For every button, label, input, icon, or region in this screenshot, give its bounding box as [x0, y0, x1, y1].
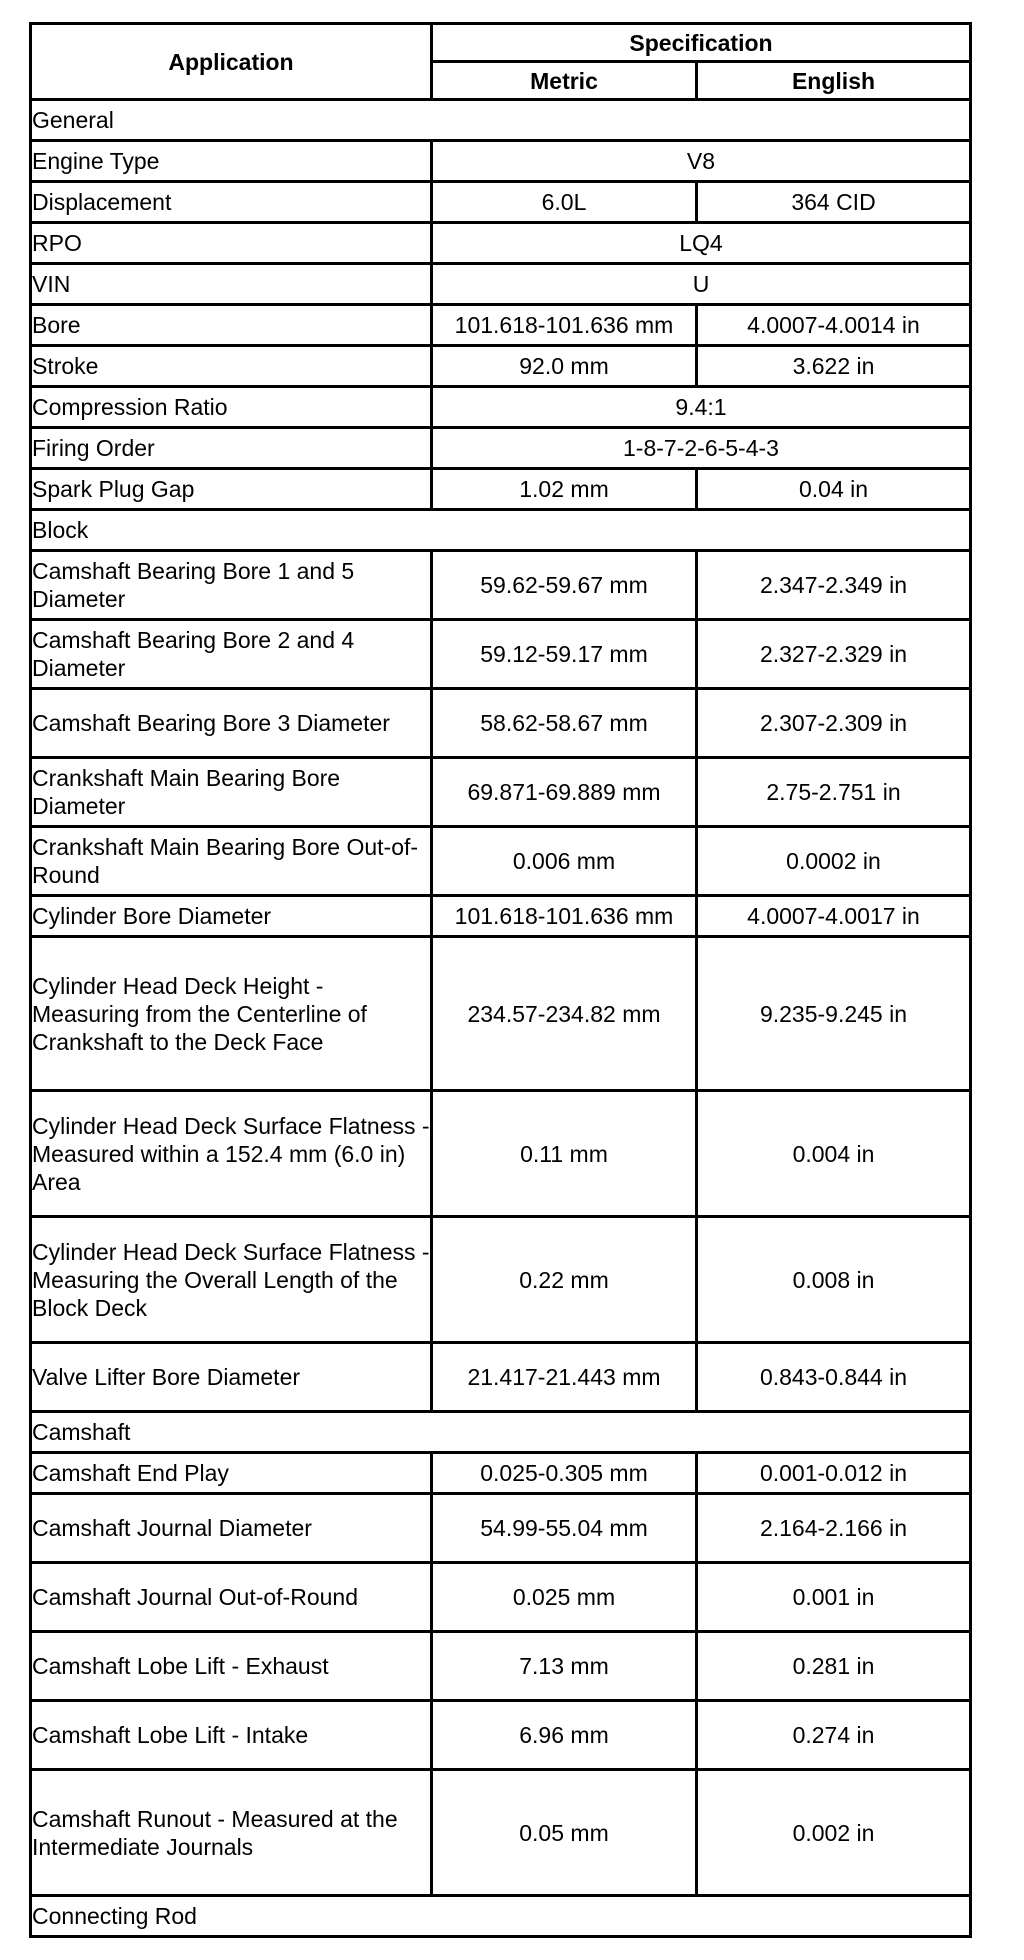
metric-value-cell: 101.618-101.636 mm: [432, 896, 697, 937]
specification-header: Specification: [432, 24, 971, 62]
english-value-cell: 0.04 in: [697, 469, 971, 510]
application-cell: Camshaft Bearing Bore 2 and 4 Diameter: [31, 620, 432, 689]
table-row: [31, 305, 971, 346]
combined-value-cell: 9.4:1: [432, 387, 971, 428]
english-value-cell: 0.0002 in: [697, 827, 971, 896]
application-cell: Cylinder Head Deck Surface Flatness - Measured within a 152.4 mm (6.0 in) Area: [31, 1091, 432, 1217]
application-cell: Crankshaft Main Bearing Bore Diameter: [31, 758, 432, 827]
section-title-camshaft: Camshaft: [31, 1412, 971, 1453]
combined-value-cell: U: [432, 264, 971, 305]
table-row: [31, 469, 971, 510]
application-cell: Camshaft Runout - Measured at the Intermediate Journals: [31, 1770, 432, 1896]
application-cell: Compression Ratio: [31, 387, 432, 428]
english-value-cell: 0.004 in: [697, 1091, 971, 1217]
section-title-general: General: [31, 100, 971, 141]
application-cell: Camshaft Journal Out-of-Round: [31, 1563, 432, 1632]
application-cell: Cylinder Head Deck Surface Flatness - Measuring the Overall Length of the Block Deck: [31, 1217, 432, 1343]
table-row: [31, 1701, 971, 1770]
metric-value-cell: 0.006 mm: [432, 827, 697, 896]
table-row: [31, 1343, 971, 1412]
english-value-cell: 0.008 in: [697, 1217, 971, 1343]
english-value-cell: 0.001 in: [697, 1563, 971, 1632]
table-row: [31, 346, 971, 387]
combined-value-cell: LQ4: [432, 223, 971, 264]
metric-value-cell: 0.025-0.305 mm: [432, 1453, 697, 1494]
application-cell: Camshaft Lobe Lift - Exhaust: [31, 1632, 432, 1701]
application-header: Application: [31, 24, 432, 100]
engine-specification-table: [29, 22, 972, 1938]
english-value-cell: 0.001-0.012 in: [697, 1453, 971, 1494]
metric-value-cell: 92.0 mm: [432, 346, 697, 387]
application-cell: Spark Plug Gap: [31, 469, 432, 510]
metric-value-cell: 0.11 mm: [432, 1091, 697, 1217]
english-value-cell: 0.274 in: [697, 1701, 971, 1770]
metric-value-cell: 234.57-234.82 mm: [432, 937, 697, 1091]
application-cell: Cylinder Bore Diameter: [31, 896, 432, 937]
english-value-cell: 2.164-2.166 in: [697, 1494, 971, 1563]
table-row: [31, 264, 971, 305]
metric-value-cell: 0.025 mm: [432, 1563, 697, 1632]
english-value-cell: 2.347-2.349 in: [697, 551, 971, 620]
metric-value-cell: 59.12-59.17 mm: [432, 620, 697, 689]
table-row: [31, 896, 971, 937]
english-value-cell: 2.307-2.309 in: [697, 689, 971, 758]
metric-value-cell: 101.618-101.636 mm: [432, 305, 697, 346]
english-value-cell: 0.281 in: [697, 1632, 971, 1701]
english-value-cell: 4.0007-4.0017 in: [697, 896, 971, 937]
metric-header: Metric: [432, 62, 697, 100]
section-title-block: Block: [31, 510, 971, 551]
table-row: [31, 1632, 971, 1701]
metric-value-cell: 21.417-21.443 mm: [432, 1343, 697, 1412]
section-row: [31, 510, 971, 551]
application-cell: Camshaft Lobe Lift - Intake: [31, 1701, 432, 1770]
table-row: [31, 827, 971, 896]
application-cell: Bore: [31, 305, 432, 346]
table-row: [31, 387, 971, 428]
table-row: [31, 1494, 971, 1563]
application-cell: Displacement: [31, 182, 432, 223]
application-cell: Cylinder Head Deck Height - Measuring from the Centerline of Crankshaft to the Deck Face: [31, 937, 432, 1091]
application-cell: Firing Order: [31, 428, 432, 469]
section-row: [31, 100, 971, 141]
application-cell: Engine Type: [31, 141, 432, 182]
section-row: [31, 1896, 971, 1937]
application-cell: Valve Lifter Bore Diameter: [31, 1343, 432, 1412]
english-value-cell: 2.327-2.329 in: [697, 620, 971, 689]
english-value-cell: 2.75-2.751 in: [697, 758, 971, 827]
table-row: [31, 1770, 971, 1896]
application-cell: Camshaft Journal Diameter: [31, 1494, 432, 1563]
english-header: English: [697, 62, 971, 100]
metric-value-cell: 7.13 mm: [432, 1632, 697, 1701]
application-cell: VIN: [31, 264, 432, 305]
table-row: [31, 689, 971, 758]
application-cell: Stroke: [31, 346, 432, 387]
metric-value-cell: 69.871-69.889 mm: [432, 758, 697, 827]
combined-value-cell: V8: [432, 141, 971, 182]
application-cell: Crankshaft Main Bearing Bore Out-of-Round: [31, 827, 432, 896]
combined-value-cell: 1-8-7-2-6-5-4-3: [432, 428, 971, 469]
table-row: [31, 223, 971, 264]
table-row: [31, 428, 971, 469]
english-value-cell: 0.002 in: [697, 1770, 971, 1896]
english-value-cell: 9.235-9.245 in: [697, 937, 971, 1091]
section-row: [31, 1412, 971, 1453]
application-cell: Camshaft Bearing Bore 3 Diameter: [31, 689, 432, 758]
table-row: [31, 551, 971, 620]
table-row: [31, 620, 971, 689]
table-row: [31, 1563, 971, 1632]
table-row: [31, 1453, 971, 1494]
metric-value-cell: 1.02 mm: [432, 469, 697, 510]
metric-value-cell: 58.62-58.67 mm: [432, 689, 697, 758]
metric-value-cell: 0.22 mm: [432, 1217, 697, 1343]
table-row: [31, 182, 971, 223]
english-value-cell: 3.622 in: [697, 346, 971, 387]
table-row: [31, 141, 971, 182]
metric-value-cell: 6.0L: [432, 182, 697, 223]
table-row: [31, 937, 971, 1091]
table-row: [31, 1091, 971, 1217]
english-value-cell: 0.843-0.844 in: [697, 1343, 971, 1412]
application-cell: Camshaft End Play: [31, 1453, 432, 1494]
section-title-connecting-rod: Connecting Rod: [31, 1896, 971, 1937]
english-value-cell: 4.0007-4.0014 in: [697, 305, 971, 346]
metric-value-cell: 0.05 mm: [432, 1770, 697, 1896]
metric-value-cell: 6.96 mm: [432, 1701, 697, 1770]
application-cell: Camshaft Bearing Bore 1 and 5 Diameter: [31, 551, 432, 620]
table-row: [31, 1217, 971, 1343]
application-cell: RPO: [31, 223, 432, 264]
metric-value-cell: 59.62-59.67 mm: [432, 551, 697, 620]
table-row: [31, 758, 971, 827]
metric-value-cell: 54.99-55.04 mm: [432, 1494, 697, 1563]
english-value-cell: 364 CID: [697, 182, 971, 223]
